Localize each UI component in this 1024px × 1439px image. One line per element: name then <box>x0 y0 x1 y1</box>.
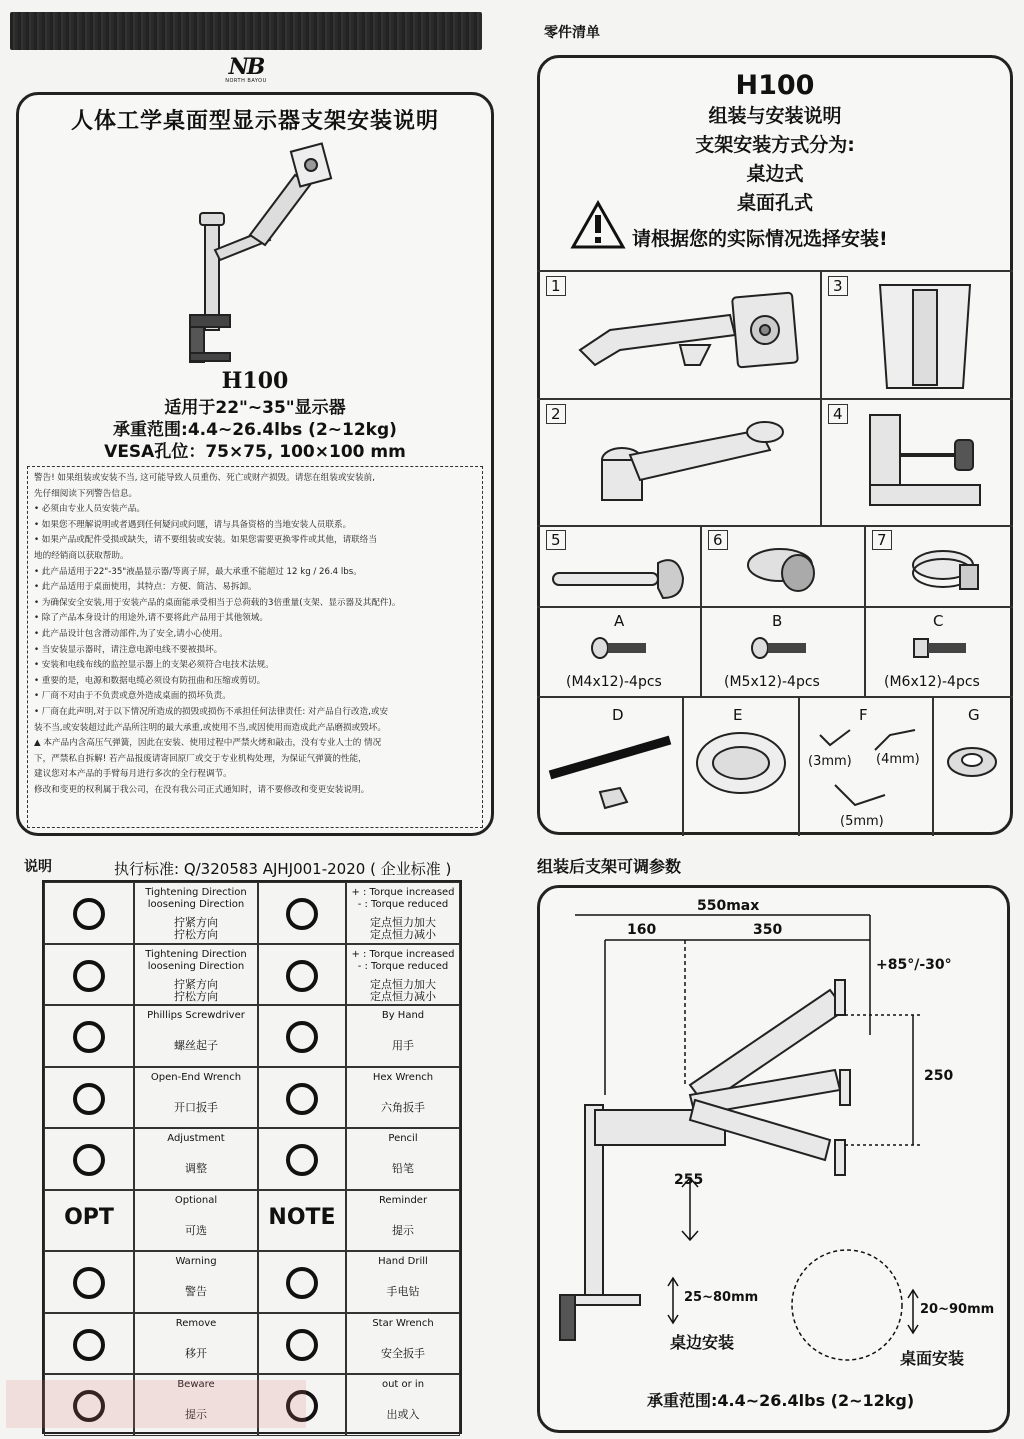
warning-line: • 此产品设计包含滑动部件,为了安全,请小心使用。 <box>34 628 228 639</box>
legend-cell <box>258 1251 346 1313</box>
legend-cell <box>346 1374 460 1436</box>
legend-cn-label: 移开 <box>185 1346 207 1360</box>
grid-divider <box>682 696 684 836</box>
dim-550: 550max <box>697 898 760 914</box>
warning-line: • 此产品适用于桌面使用，其特点：方便、简洁、易拆卸。 <box>34 582 257 593</box>
screw-c-label: (M6x12)-4pcs <box>884 674 980 690</box>
screw-letter: B <box>772 612 783 630</box>
legend-cn-label: 手电钻 <box>386 1285 420 1298</box>
legend-cn-label: 定点恒力加大 定点恒力减小 <box>370 916 436 941</box>
legend-cn-label: 警告 <box>185 1285 207 1298</box>
parts-line4: 桌面孔式 <box>736 192 813 214</box>
warning-line: 修改和变更的权利属于我公司，在没有我公司正式通知时，请不要修改和变更安装说明。 <box>34 784 370 795</box>
legend-cn-label: 拧紧方向 拧松方向 <box>174 916 218 941</box>
legend-cn-label: 定点恒力加大 定点恒力减小 <box>370 977 436 1003</box>
grid-divider <box>864 525 866 697</box>
parts-line2: 支架安装方式分为: <box>695 134 855 156</box>
warning-line: 下，严禁私自拆解! 若产品报废请寄回原厂或交于专业机构处理，为保证气弹簧的性能， <box>34 753 367 764</box>
grid-divider <box>820 270 822 526</box>
part-number: 1 <box>546 276 566 296</box>
choose-install-text: 请根据您的实际情况选择安装! <box>632 228 888 250</box>
legend-cn-label: 提示 <box>185 1408 207 1421</box>
legend-cell <box>134 944 258 1006</box>
legend-cn-label: 安全扳手 <box>381 1346 425 1360</box>
legend-en-label: Beware <box>177 1379 215 1390</box>
legend-cell <box>44 1128 134 1190</box>
warning-line: • 除了产品本身设计的用途外,请不要将此产品用于其他领域。 <box>34 613 268 624</box>
tool-e-plate <box>695 728 790 798</box>
legend-cn-label: 螺丝起子 <box>174 1039 218 1052</box>
legend-icon <box>45 1143 133 1183</box>
spec-screen-size: 适用于22"~35"显示器 <box>164 398 346 418</box>
legend-icon <box>259 1266 345 1306</box>
tool-letter: G <box>968 706 980 724</box>
legend-cell <box>134 1251 258 1313</box>
parts-model: H100 <box>735 70 815 101</box>
legend-en-label: Warning <box>175 1256 217 1267</box>
hex-3mm-label: (3mm) <box>808 754 852 769</box>
legend-cell <box>346 1313 460 1375</box>
legend-cn-label: 调整 <box>185 1162 207 1175</box>
legend-icon <box>45 959 133 999</box>
legend-cn-label: 出或入 <box>386 1408 420 1421</box>
legend-cell <box>134 1313 258 1375</box>
screw-a-label: (M4x12)-4pcs <box>566 674 662 690</box>
legend-label: 说明 <box>24 859 52 875</box>
grid-divider <box>537 398 1013 400</box>
parts-line3: 桌边式 <box>746 163 804 185</box>
legend-cn-label: 铅笔 <box>392 1162 414 1175</box>
legend-cell <box>258 1313 346 1375</box>
monitor-arm-illustration <box>170 135 350 365</box>
legend-icon <box>259 897 345 937</box>
screw-letter: A <box>614 612 625 630</box>
model-name: H100 <box>221 368 289 394</box>
warning-line: 先仔细阅读下列警告信息。 <box>34 488 138 499</box>
grid-divider <box>537 606 1013 608</box>
legend-cell <box>346 1190 460 1252</box>
header-bar <box>10 12 482 50</box>
warning-line: • 厂商不对由于不负责或意外造成桌面的损坏负责。 <box>34 691 231 702</box>
legend-cell <box>258 1128 346 1190</box>
standard-text: 执行标准: Q/320583 AJHJ001-2020 ( 企业标准 ) <box>114 860 452 878</box>
warning-line: • 重要的是，电源和数据电缆必须设有防扭曲和压缩或剪切。 <box>34 675 266 686</box>
legend-en-label: Reminder <box>378 1194 428 1206</box>
watermark-overlay <box>6 1380 306 1428</box>
legend-en-label: Optional <box>174 1194 218 1206</box>
legend-icon <box>45 1266 133 1306</box>
legend-icon <box>45 1082 133 1122</box>
warning-line: • 必须由专业人员安装产品。 <box>34 504 145 515</box>
parts-list-label: 零件清单 <box>544 25 600 41</box>
legend-cn-label: 用手 <box>392 1039 414 1052</box>
grid-divider <box>932 696 934 836</box>
legend-icon <box>259 1082 345 1122</box>
legend-cell <box>44 1005 134 1067</box>
legend-table <box>42 880 462 1434</box>
part-3-cable-clip <box>875 280 975 392</box>
grid-divider <box>537 270 1013 272</box>
legend-cell <box>346 1005 460 1067</box>
screw-a-icon <box>590 636 650 660</box>
legend-icon <box>259 1143 345 1183</box>
legend-cell <box>134 1005 258 1067</box>
legend-cell <box>134 1067 258 1129</box>
legend-cell <box>44 1190 134 1252</box>
part-7-ring <box>905 535 995 600</box>
legend-cell <box>258 1005 346 1067</box>
legend-cell <box>44 1313 134 1375</box>
legend-en-label: Remove <box>175 1317 217 1329</box>
warning-line: • 为确保安全安装,用于安装产品的桌面能承受相当于总荷载的3倍重量(支架、显示器及其配件)。 <box>34 597 401 608</box>
legend-icon <box>45 1020 133 1060</box>
warning-line: ▲ 本产品内含高压气弹簧，因此在安装、使用过程中严禁火烤和敲击，没有专业人士的 情况 <box>34 738 382 749</box>
spec-block <box>16 397 494 463</box>
legend-icon <box>259 1328 345 1368</box>
part-number: 2 <box>546 404 566 424</box>
grid-divider <box>798 696 800 836</box>
legend-cell <box>258 1190 346 1252</box>
legend-cell <box>134 1190 258 1252</box>
legend-en-label: Tightening Direction loosening Direction <box>145 948 247 972</box>
dim-160: 160 <box>627 922 657 938</box>
params-label: 组装后支架可调参数 <box>537 857 682 876</box>
hex-4mm-label: (4mm) <box>876 752 920 767</box>
warning-line: • 此产品适用于22"-35"液晶显示器/等离子屏，最大承重不能超过 12 kg / 26.4 lbs。 <box>34 566 362 577</box>
legend-cell <box>44 1067 134 1129</box>
screw-b-label: (M5x12)-4pcs <box>724 674 820 690</box>
manual-title: 人体工学桌面型显示器支架安装说明 <box>70 109 439 134</box>
part-number: 4 <box>828 404 848 424</box>
legend-en-label: Hand Drill <box>378 1256 428 1267</box>
legend-icon <box>45 1328 133 1368</box>
legend-cn-label: 拧紧方向 拧松方向 <box>174 977 218 1003</box>
warning-line: 地的经销商以获取帮助。 <box>34 550 129 561</box>
parts-header <box>537 70 1013 218</box>
part-4-desk-clamp <box>860 410 990 515</box>
dim-angle: +85°/-30° <box>876 957 952 973</box>
legend-en-label: out or in <box>381 1379 425 1390</box>
screw-b-icon <box>750 636 810 660</box>
grommet-install-label: 桌面安装 <box>900 1349 965 1368</box>
warning-line: • 如果您不理解说明或者遇到任何疑问或问题，请与具备资格的当地安装人员联系。 <box>34 519 352 530</box>
part-number: 5 <box>546 530 566 550</box>
dim-250: 250 <box>924 1068 954 1084</box>
legend-icon <box>45 897 133 937</box>
legend-cell <box>134 882 258 944</box>
legend-en-label: Open-End Wrench <box>150 1071 242 1083</box>
load-range: 承重范围:4.4~26.4lbs (2~12kg) <box>647 1391 915 1410</box>
legend-cell <box>258 944 346 1006</box>
legend-en-label: Adjustment <box>167 1133 225 1144</box>
legend-icon: NOTE <box>268 1204 336 1230</box>
legend-icon <box>259 1020 345 1060</box>
warning-line: 装不当,或安装超过此产品所注明的最大承重,或使用不当,或因使用而造成此产品磨损或毁坏。 <box>34 722 386 733</box>
warning-line: • 厂商在此声明,对于以下情况所造成的损毁或损伤不承担任何法律责任: 对产品自行改造,或安 <box>34 706 389 717</box>
legend-en-label: Star Wrench <box>372 1317 434 1329</box>
grommet-range: 20~90mm <box>920 1302 995 1317</box>
clamp-range: 25~80mm <box>684 1290 759 1305</box>
legend-cn-label: 六角扳手 <box>381 1100 425 1114</box>
tool-letter: E <box>733 706 743 724</box>
part-number: 6 <box>708 530 728 550</box>
part-1-arm-illustration <box>570 290 810 390</box>
clamp-install-label: 桌边安装 <box>670 1333 735 1352</box>
legend-cell <box>346 1251 460 1313</box>
legend-cell <box>346 882 460 944</box>
legend-icon: OPT <box>64 1204 114 1230</box>
warning-box <box>27 466 483 828</box>
legend-en-label: + : Torque increased - : Torque reduced <box>351 948 455 972</box>
legend-cn-label: 提示 <box>392 1223 414 1237</box>
warning-line: 建议您对本产品的手臂每月进行多次的全行程调节。 <box>34 769 232 780</box>
legend-en-label: Hex Wrench <box>372 1071 434 1083</box>
part-number: 3 <box>828 276 848 296</box>
legend-cell <box>44 882 134 944</box>
legend-cell <box>44 1251 134 1313</box>
dim-255: 255 <box>674 1172 704 1188</box>
legend-en-label: By Hand <box>381 1010 425 1021</box>
legend-cn-label: 可选 <box>185 1223 207 1237</box>
screw-c-icon <box>912 636 972 660</box>
legend-cell <box>346 1128 460 1190</box>
part-6-collar <box>740 535 830 600</box>
grid-divider <box>537 525 1013 527</box>
legend-icon <box>259 959 345 999</box>
part-5-pole <box>548 548 693 603</box>
part-2-arm-segment <box>590 410 800 510</box>
warning-triangle-icon <box>570 200 626 250</box>
brand-logo: NB NORTH BAYOU <box>225 54 267 84</box>
legend-cell <box>258 1067 346 1129</box>
legend-cell <box>258 882 346 944</box>
warning-line: • 安装和电线布线的监控显示器上的支架必须符合电技术法规。 <box>34 660 274 671</box>
grid-divider <box>700 525 702 697</box>
legend-en-label: Phillips Screwdriver <box>147 1010 245 1021</box>
spec-vesa: VESA孔位：75×75, 100×100 mm <box>104 442 406 462</box>
warning-line: • 如果产品或配件受损或缺失，请不要组装或安装。如果您需要更换零件或其他，请联络当 <box>34 535 377 546</box>
legend-en-label: Tightening Direction loosening Direction <box>145 887 247 910</box>
tool-d-rod-and-wingnut <box>545 730 675 820</box>
tool-letter: F <box>859 706 868 724</box>
legend-en-label: Pencil <box>388 1133 418 1144</box>
tool-f-hex-keys <box>815 725 930 825</box>
legend-cell <box>346 944 460 1006</box>
parts-line1: 组装与安装说明 <box>708 105 842 127</box>
legend-cn-label: 开口扳手 <box>174 1100 218 1114</box>
pole <box>205 220 219 330</box>
dim-350: 350 <box>753 922 783 938</box>
screw-letter: C <box>933 612 944 630</box>
legend-cell <box>44 944 134 1006</box>
tool-g-washer <box>944 740 1000 790</box>
legend-cell <box>346 1067 460 1129</box>
legend-en-label: + : Torque increased - : Torque reduced <box>351 887 455 910</box>
legend-cell <box>134 1128 258 1190</box>
spec-load: 承重范围:4.4~26.4lbs (2~12kg) <box>113 420 397 440</box>
warning-line: • 当安装显示器时，请注意电源电线不要被损坏。 <box>34 644 223 655</box>
grid-divider <box>537 696 1013 698</box>
warning-line: 警告! 如果组装或安装不当, 这可能导致人员重伤、死亡或财产损毁。请您在组装或安装前, <box>34 473 375 483</box>
tool-letter: D <box>612 706 624 724</box>
part-number: 7 <box>872 530 892 550</box>
hex-5mm-label: (5mm) <box>840 814 884 829</box>
